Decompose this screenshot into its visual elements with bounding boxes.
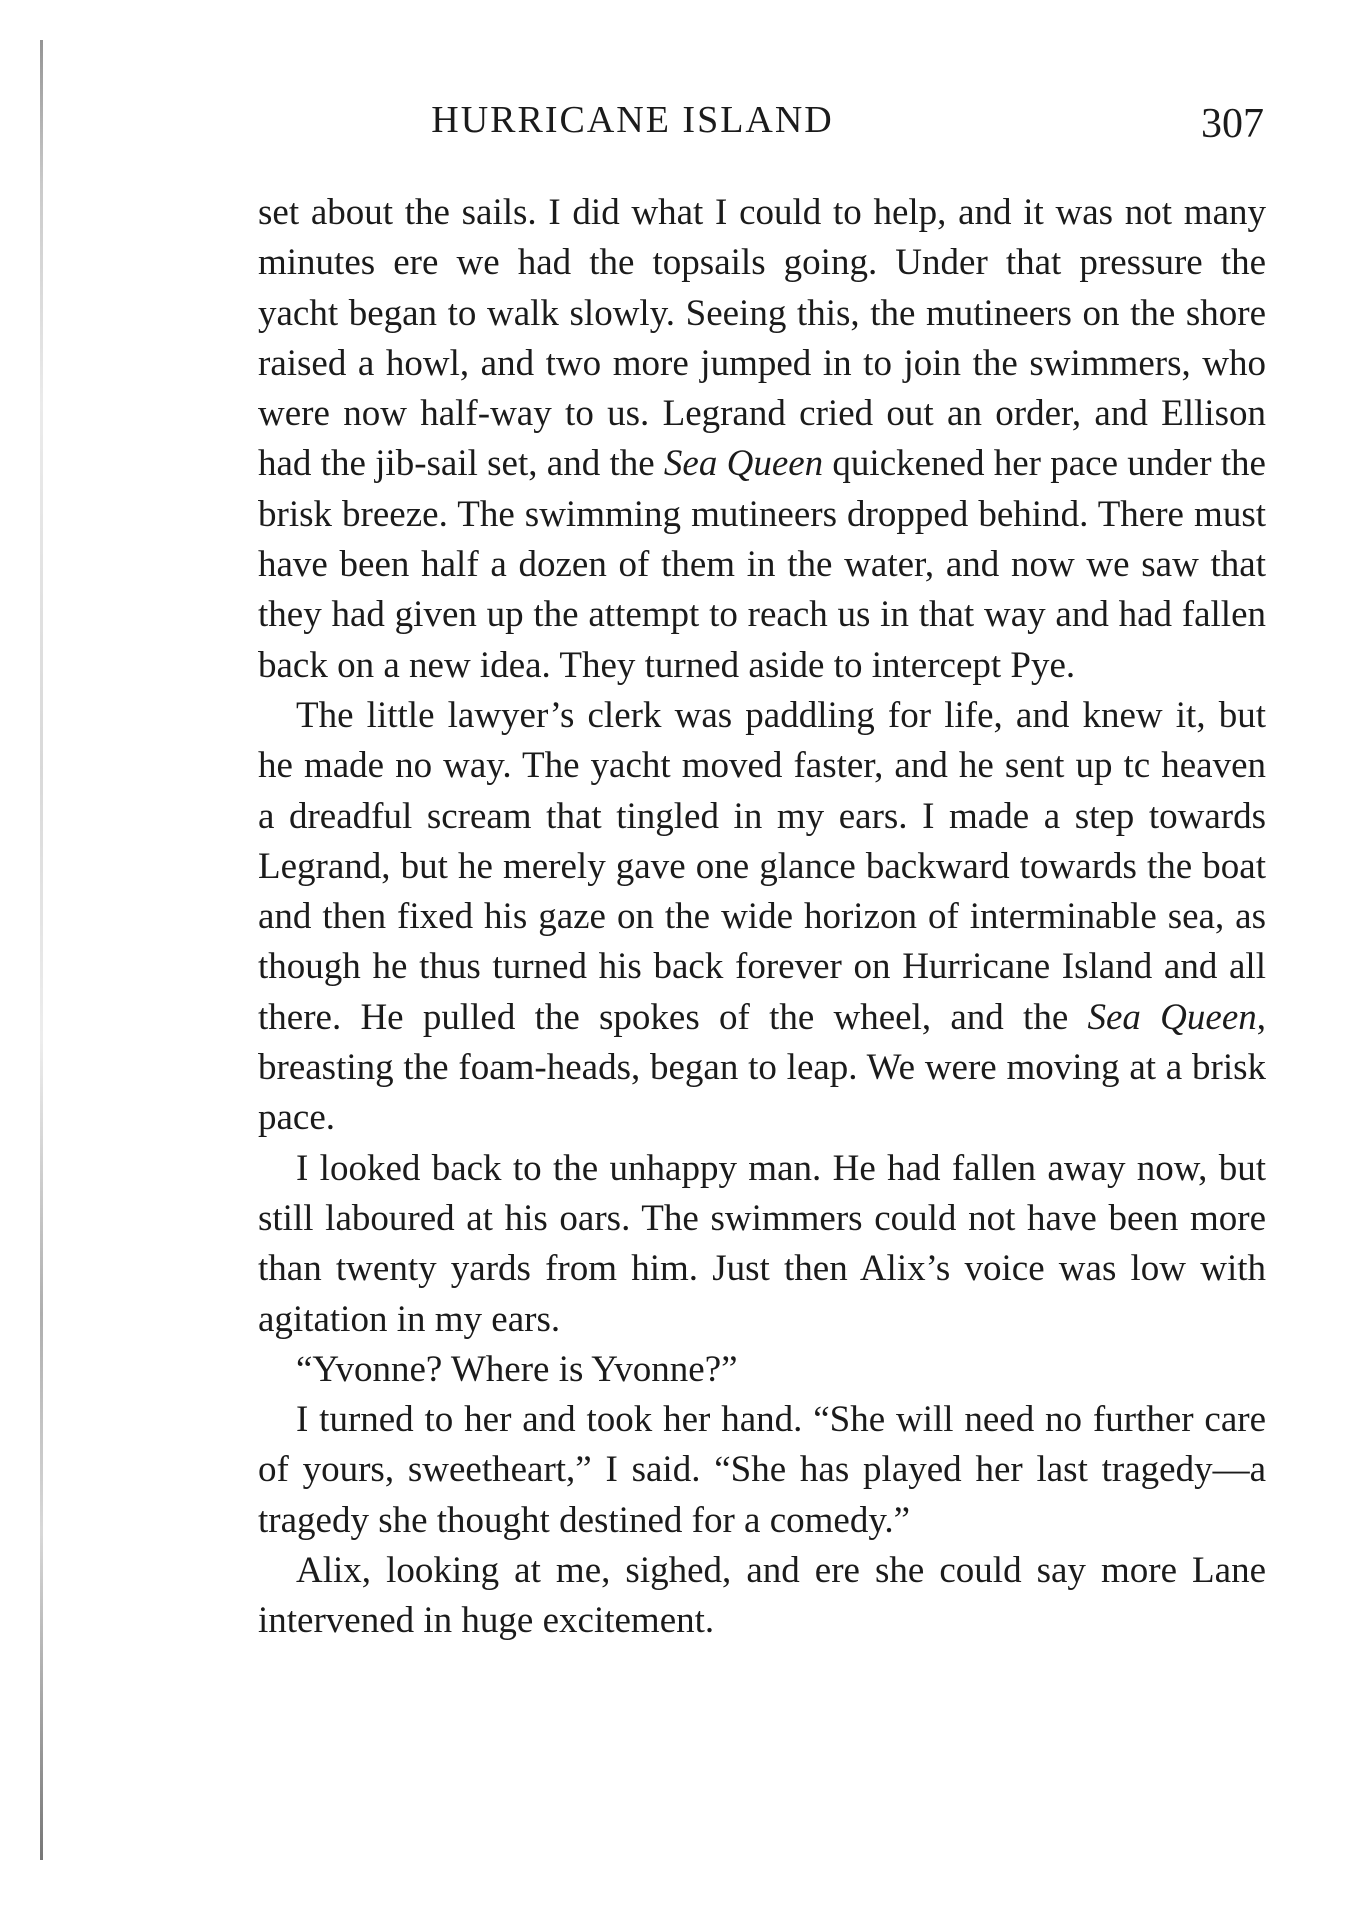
text-run: I looked back to the unhappy man. He had fallen away now, but still laboured at his oars. The swimmers could not have been more than twenty yards from him. Just then Alix’s voice was low with agitation in my ears. bbox=[258, 1147, 1266, 1340]
text-run: “Yvonne? Where is Yvonne?” bbox=[296, 1348, 738, 1390]
binding-gutter bbox=[40, 40, 43, 1860]
paragraph bbox=[258, 1345, 1266, 1395]
text-run: I turned to her and took her hand. “She will need no further care of yours, sweetheart,” I said. “She has played her last tragedy—a tragedy she thought destined for a comedy.” bbox=[258, 1399, 1266, 1541]
text-run: quickened her pace under the brisk breeze. The swimming mutineers dropped behind. There must have been half a dozen of them in the water, and now we saw that they had given up the attempt to reach us in that way and had fallen back on a new idea. They turned aside to intercept Pye. bbox=[258, 443, 1266, 686]
paragraph bbox=[258, 1546, 1266, 1647]
page-number: 307 bbox=[1201, 101, 1264, 147]
text-run: , breasting the foam-heads, began to leap. We were moving at a brisk pace. bbox=[258, 996, 1266, 1139]
paragraph bbox=[258, 188, 1266, 691]
paragraph bbox=[258, 1144, 1266, 1345]
ship-name: Sea Queen bbox=[663, 443, 824, 485]
text-run: The little lawyer’s clerk was paddling for life, and knew it, but he made no way. The yacht moved faster, and he sent up tc heaven a dreadful scream that tingled in my ears. I made a step towards Legrand, but he merely gave one glance backward towards the boat and then fixed his gaze on the wide horizon of interminable sea, as though he thus turned his back forever on Hurricane Island and all there. He pulled the spokes of the wheel, and the bbox=[258, 694, 1266, 1038]
text-run: Alix, looking at me, sighed, and ere she could say more Lane intervened in huge excitement. bbox=[258, 1550, 1266, 1642]
body-text bbox=[258, 188, 1266, 1647]
paragraph bbox=[258, 691, 1266, 1144]
paragraph bbox=[258, 1395, 1266, 1546]
text-run: set about the sails. I did what I could to help, and it was not many minutes ere we had the topsails going. Under that pressure the yacht began to walk slowly. Seeing this, the mutineers on the shore raised a howl, and two more jumped in to join the swimmers, who were now half-way to us. Legrand cried out an order, and Ellison had the jib-sail set, and the bbox=[258, 192, 1266, 485]
page-header bbox=[250, 92, 1270, 152]
running-head: HURRICANE ISLAND bbox=[431, 99, 834, 141]
ship-name: Sea Queen bbox=[1087, 996, 1257, 1038]
